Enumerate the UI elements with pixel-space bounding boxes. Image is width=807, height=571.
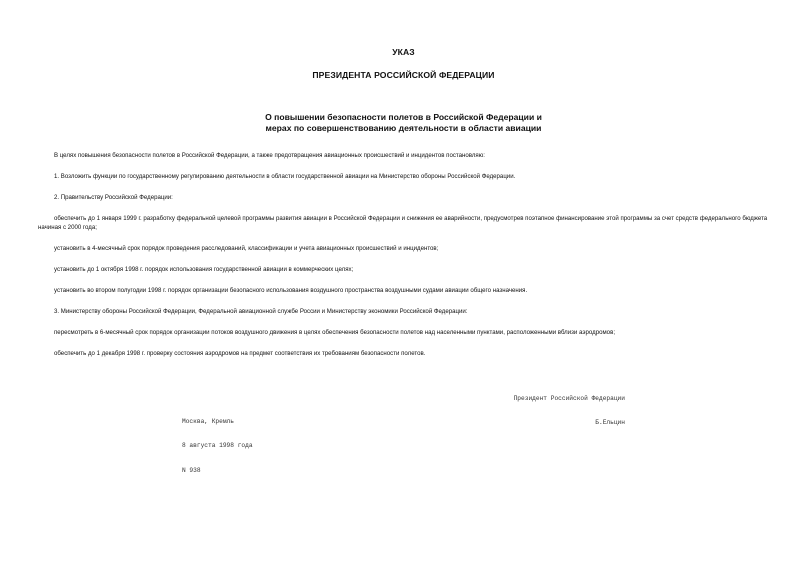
paragraph-item-3-aerodromes: обеспечить до 1 декабря 1998 г. проверку состояния аэродромов на предмет соответствия их требованиям безопасности полетов. (54, 350, 426, 358)
signing-date: 8 августа 1998 года (182, 442, 253, 450)
paragraph-item-3-traffic: пересмотреть в 6-месячный срок порядок организации потоков воздушного движения в целях обеспечения безопасности полетов над населенными пунктами, расположенными вблизи аэродромов; (54, 329, 616, 337)
signing-place: Москва, Кремль (182, 418, 234, 426)
signature-name: Б.Ельцин (595, 419, 625, 427)
paragraph-item-2-investigations: установить в 4-месячный срок порядок проведения расследований, классификации и учета авиационных происшествий и инцидентов; (54, 244, 439, 252)
document-number: N 938 (182, 466, 201, 474)
paragraph-item-2: 2. Правительству Российской Федерации: (54, 194, 173, 202)
subject-line-1: О повышении безопасности полетов в Российской Федерации и (265, 112, 542, 122)
paragraph-item-3: 3. Министерству обороны Российской Федерации, Федеральной авиационной службе России и Министерству экономики Российской Федерации: (54, 308, 468, 316)
paragraph-item-2-program: обеспечить до 1 января 1999 г. разработку федеральной целевой программы развития авиации в Российской Федерации и снижения ее аварийности, предусмотрев поэтапное финансирование этой программы за счет средств федерального бюджета начиная с 2000 года; (38, 215, 768, 231)
subject-line-2: мерах по совершенствованию деятельности в области авиации (265, 123, 542, 133)
signature-block (470, 379, 625, 444)
paragraph-item-2-airspace: установить во втором полугодии 1998 г. порядок организации безопасного использования воздушного пространства воздушными судами авиации общего назначения. (54, 287, 528, 295)
document-subject (0, 112, 807, 134)
document-body (38, 152, 770, 359)
document-issuer: ПРЕЗИДЕНТА РОССИЙСКОЙ ФЕДЕРАЦИИ (312, 70, 495, 80)
signature-position: Президент Российской Федерации (513, 395, 625, 403)
document-title: УКАЗ (392, 47, 415, 57)
paragraph-preamble: В целях повышения безопасности полетов в Российской Федерации, а также предотвращения авиационных происшествий и инцидентов постановляю: (54, 152, 485, 159)
paragraph-item-2-commercial: установить до 1 октября 1998 г. порядок использования государственной авиации в коммерческих целях; (54, 266, 354, 274)
paragraph-item-1: 1. Возложить функции по государственному регулированию деятельности в области государственной авиации на Министерство обороны Российской Федерации. (54, 173, 516, 181)
place-date-block (182, 402, 253, 491)
